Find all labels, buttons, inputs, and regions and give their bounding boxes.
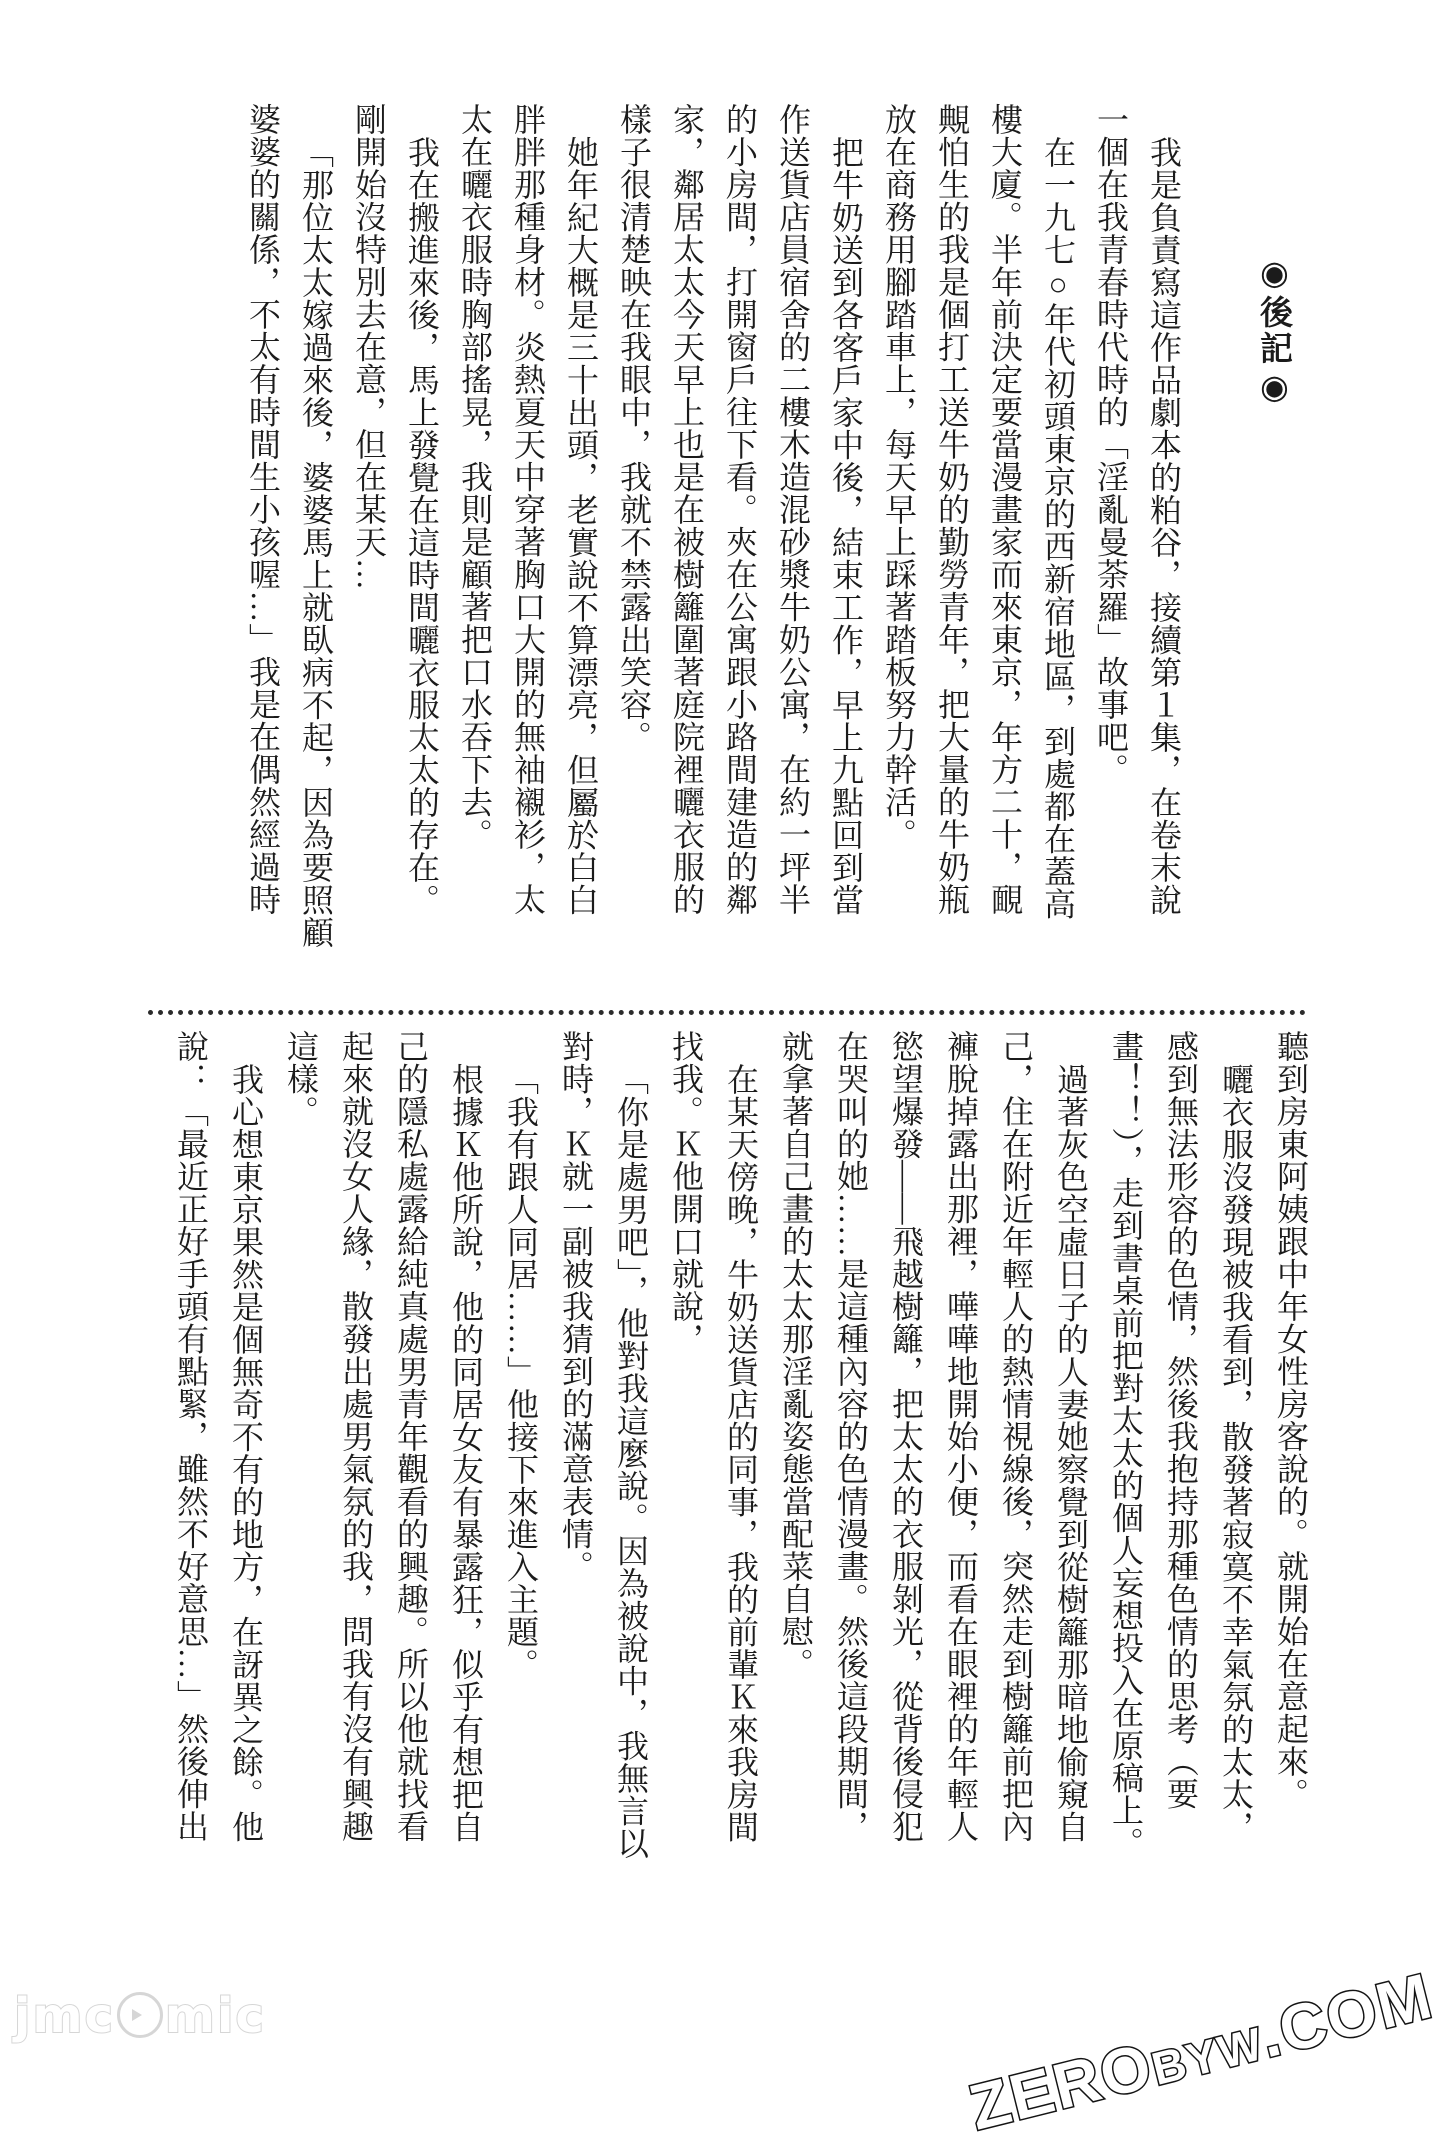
text-column: 這樣。 bbox=[283, 1030, 319, 1128]
afterword-lower-text-block bbox=[163, 1030, 1318, 1908]
text-column: 把牛奶送到各客戶家中後，結束工作，早上九點回到當 bbox=[828, 136, 864, 916]
jmcomic-bird-icon bbox=[117, 1992, 163, 2038]
text-column: 樓大廈。半年前決定要當漫畫家而來東京，年方二十，靦 bbox=[987, 103, 1023, 916]
text-column: 家，鄰居太太今天早上也是在被樹籬圍著庭院裡曬衣服的 bbox=[669, 103, 705, 916]
text-column: 就拿著自己畫的太太那淫亂姿態當配菜自慰。 bbox=[778, 1030, 814, 1680]
text-column: 我是負責寫這作品劇本的粕谷，接續第１集，在卷末說 bbox=[1146, 136, 1182, 916]
jmcomic-watermark bbox=[14, 1988, 266, 2044]
zerobyw-text-zero: ZERO bbox=[962, 2028, 1160, 2144]
page-title: ◉後記◉ bbox=[1255, 253, 1291, 409]
text-column: 放在商務用腳踏車上，每天早上踩著踏板努力幹活。 bbox=[881, 103, 917, 851]
afterword-upper-text-block bbox=[236, 103, 1190, 959]
text-column: 的小房間，打開窗戶往下看。夾在公寓跟小路間建造的鄰 bbox=[722, 103, 758, 916]
text-column: 畫！！），走到書桌前把對太太的個人妄想投入在原稿上。 bbox=[1108, 1030, 1144, 1859]
jmcomic-text-left: jmc bbox=[14, 1988, 115, 2044]
text-column: 婆婆的關係，不太有時間生小孩喔…」我是在偶然經過時 bbox=[245, 103, 281, 916]
jmcomic-text-right: mic bbox=[164, 1988, 266, 2044]
text-column: 找我。Ｋ他開口就說， bbox=[668, 1030, 704, 1355]
text-column: 根據Ｋ他所說，他的同居女友有暴露狂，似乎有想把自 bbox=[448, 1063, 484, 1843]
text-column: 樣子很清楚映在我眼中，我就不禁露出笑容。 bbox=[616, 103, 652, 753]
text-column: 在一九七○年代初頭東京的西新宿地區，到處都在蓋高 bbox=[1040, 136, 1076, 920]
text-column: 在哭叫的她……是這種內容的色情漫畫。然後這段期間， bbox=[833, 1030, 869, 1843]
text-column: 聽到房東阿姨跟中年女性房客說的。就開始在意起來。 bbox=[1273, 1030, 1309, 1810]
text-column: 褲脫掉露出那裡，嘩嘩地開始小便，而看在眼裡的年輕人 bbox=[943, 1030, 979, 1843]
text-column: 「我有跟人同居……」他接下來進入主題。 bbox=[503, 1063, 539, 1681]
text-column: 起來就沒女人緣，散發出處男氣氛的我，問我有沒有興趣 bbox=[338, 1030, 374, 1843]
text-column: 太在曬衣服時胸部搖晃，我則是顧著把口水吞下去。 bbox=[457, 103, 493, 851]
text-column: 胖胖那種身材。炎熱夏天中穿著胸口大開的無袖襯衫，太 bbox=[510, 103, 546, 916]
text-column: 曬衣服沒發現被我看到，散發著寂寞不幸氣氛的太太， bbox=[1218, 1063, 1254, 1843]
zerobyw-text-byw: BYW bbox=[1146, 2017, 1269, 2095]
text-column: 她年紀大概是三十出頭，老實說不算漂亮，但屬於白白 bbox=[563, 136, 599, 916]
text-column: 「那位太太嫁過來後，婆婆馬上就臥病不起，因為要照顧 bbox=[298, 136, 334, 949]
text-column: 對時，Ｋ就一副被我猜到的滿意表情。 bbox=[558, 1030, 594, 1583]
text-column: 感到無法形容的色情，然後我抱持那種色情的思考（要 bbox=[1163, 1030, 1199, 1810]
text-column: 我在搬進來後，馬上發覺在這時間曬衣服太太的存在。 bbox=[404, 136, 440, 916]
text-column: 「你是處男吧」，他對我這麼說。因為被說中，我無言以 bbox=[613, 1063, 649, 1860]
dotted-divider bbox=[148, 1010, 1306, 1015]
zerobyw-text-com: .COM bbox=[1252, 1959, 1440, 2072]
text-column: 說：「最近正好手頭有點緊，雖然不好意思…」然後伸出 bbox=[173, 1030, 209, 1843]
text-column: 過著灰色空虛日子的人妻她察覺到從樹籬那暗地偷窺自 bbox=[1053, 1063, 1089, 1843]
text-column: 我心想東京果然是個無奇不有的地方，在訝異之餘。他 bbox=[228, 1063, 264, 1843]
text-column: 在某天傍晚，牛奶送貨店的同事，我的前輩Ｋ來我房間 bbox=[723, 1063, 759, 1843]
text-column: 己的隱私處露給純真處男青年觀看的興趣。所以他就找看 bbox=[393, 1030, 429, 1843]
text-column: 覥怕生的我是個打工送牛奶的勤勞青年，把大量的牛奶瓶 bbox=[934, 103, 970, 916]
text-column: 剛開始沒特別去在意，但在某天… bbox=[351, 103, 387, 591]
text-column: 慾望爆發——飛越樹籬，把太太的衣服剝光，從背後侵犯 bbox=[888, 1030, 924, 1843]
text-column: 一個在我青春時代時的「淫亂曼荼羅」故事吧。 bbox=[1093, 103, 1129, 786]
text-column: 作送貨店員宿舍的二樓木造混砂漿牛奶公寓，在約一坪半 bbox=[775, 103, 811, 916]
text-column: 己，住在附近年輕人的熱情視線後，突然走到樹籬前把內 bbox=[998, 1030, 1034, 1843]
zerobyw-watermark bbox=[962, 1958, 1440, 2145]
